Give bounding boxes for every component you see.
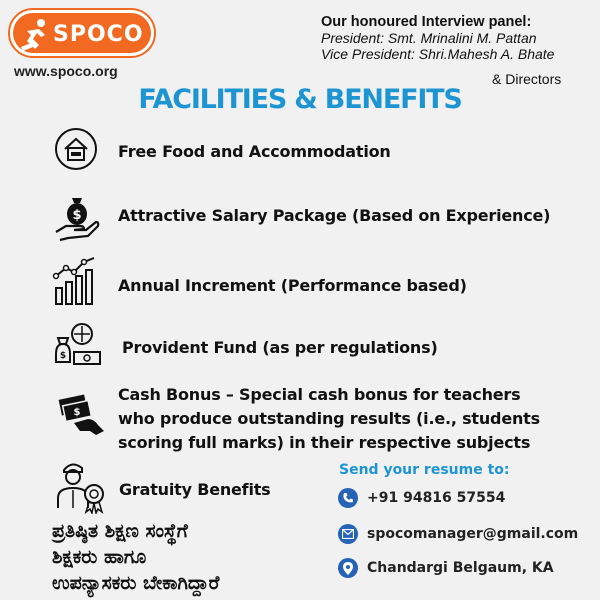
salary-hand-icon [54, 192, 100, 242]
benefit-cash-bonus [118, 383, 540, 455]
svg-text:$: $ [73, 407, 81, 418]
interview-panel [321, 14, 554, 62]
contact-title: Send your resume to: [339, 462, 510, 478]
cash-hand-icon [54, 393, 106, 437]
kannada-line-1: ಪ್ರತಿಷ್ಠಿತ ಶಿಕ್ಷಣ ಸಂಸ್ಥೆಗೆ [52, 520, 188, 542]
panel-title: Our honoured Interview panel: [321, 14, 532, 30]
phone-number[interactable]: +91 94816 57554 [367, 490, 506, 506]
house-icon [54, 127, 98, 171]
runner-icon [19, 17, 53, 53]
location-pin-icon [338, 558, 358, 578]
contact-location [338, 558, 554, 578]
benefit-annual-increment: Annual Increment (Performance based) [118, 276, 467, 295]
cash-bonus-line-1: Cash Bonus – Special cash bonus for teachers [118, 385, 521, 404]
panel-president: President: Smt. Mrinalini M. Pattan [321, 30, 537, 46]
panel-directors: & Directors [492, 71, 562, 87]
panel-vice-president: Vice President: Shri.Mahesh A. Bhate [321, 46, 555, 62]
brand-logo [8, 8, 156, 58]
growth-chart-icon [52, 256, 100, 306]
kannada-line-2: ಶಿಕ್ಷಕರು ಹಾಗೂ [52, 546, 147, 568]
kannada-announcement [52, 518, 219, 596]
page-title: FACILITIES & BENEFITS [138, 84, 462, 115]
benefit-gratuity: Gratuity Benefits [119, 480, 271, 499]
email-address[interactable]: spocomanager@gmail.com [367, 526, 579, 542]
mail-icon [338, 524, 358, 544]
logo-text: SPOCO [53, 22, 144, 47]
award-person-icon [52, 460, 108, 514]
website-url[interactable]: www.spoco.org [14, 63, 118, 79]
cash-bonus-line-3: scoring full marks) in their respective subjects [118, 433, 531, 452]
location-text: Chandargi Belgaum, KA [367, 560, 554, 576]
svg-text:$: $ [72, 208, 82, 223]
svg-text:$: $ [59, 351, 67, 361]
benefit-provident-fund: Provident Fund (as per regulations) [122, 338, 438, 357]
fund-icon [52, 320, 102, 368]
contact-email[interactable] [338, 524, 578, 544]
benefit-salary-package: Attractive Salary Package (Based on Experience) [118, 206, 551, 225]
cash-bonus-line-2: who produce outstanding results (i.e., students [118, 409, 540, 428]
phone-icon [338, 488, 358, 508]
logo-badge [13, 13, 151, 53]
contact-phone[interactable] [338, 488, 505, 508]
kannada-line-3: ಉಪನ್ಯಾಸಕರು ಬೇಕಾಗಿದ್ದಾರೆ [52, 572, 220, 594]
benefit-food-accommodation: Free Food and Accommodation [118, 142, 391, 161]
